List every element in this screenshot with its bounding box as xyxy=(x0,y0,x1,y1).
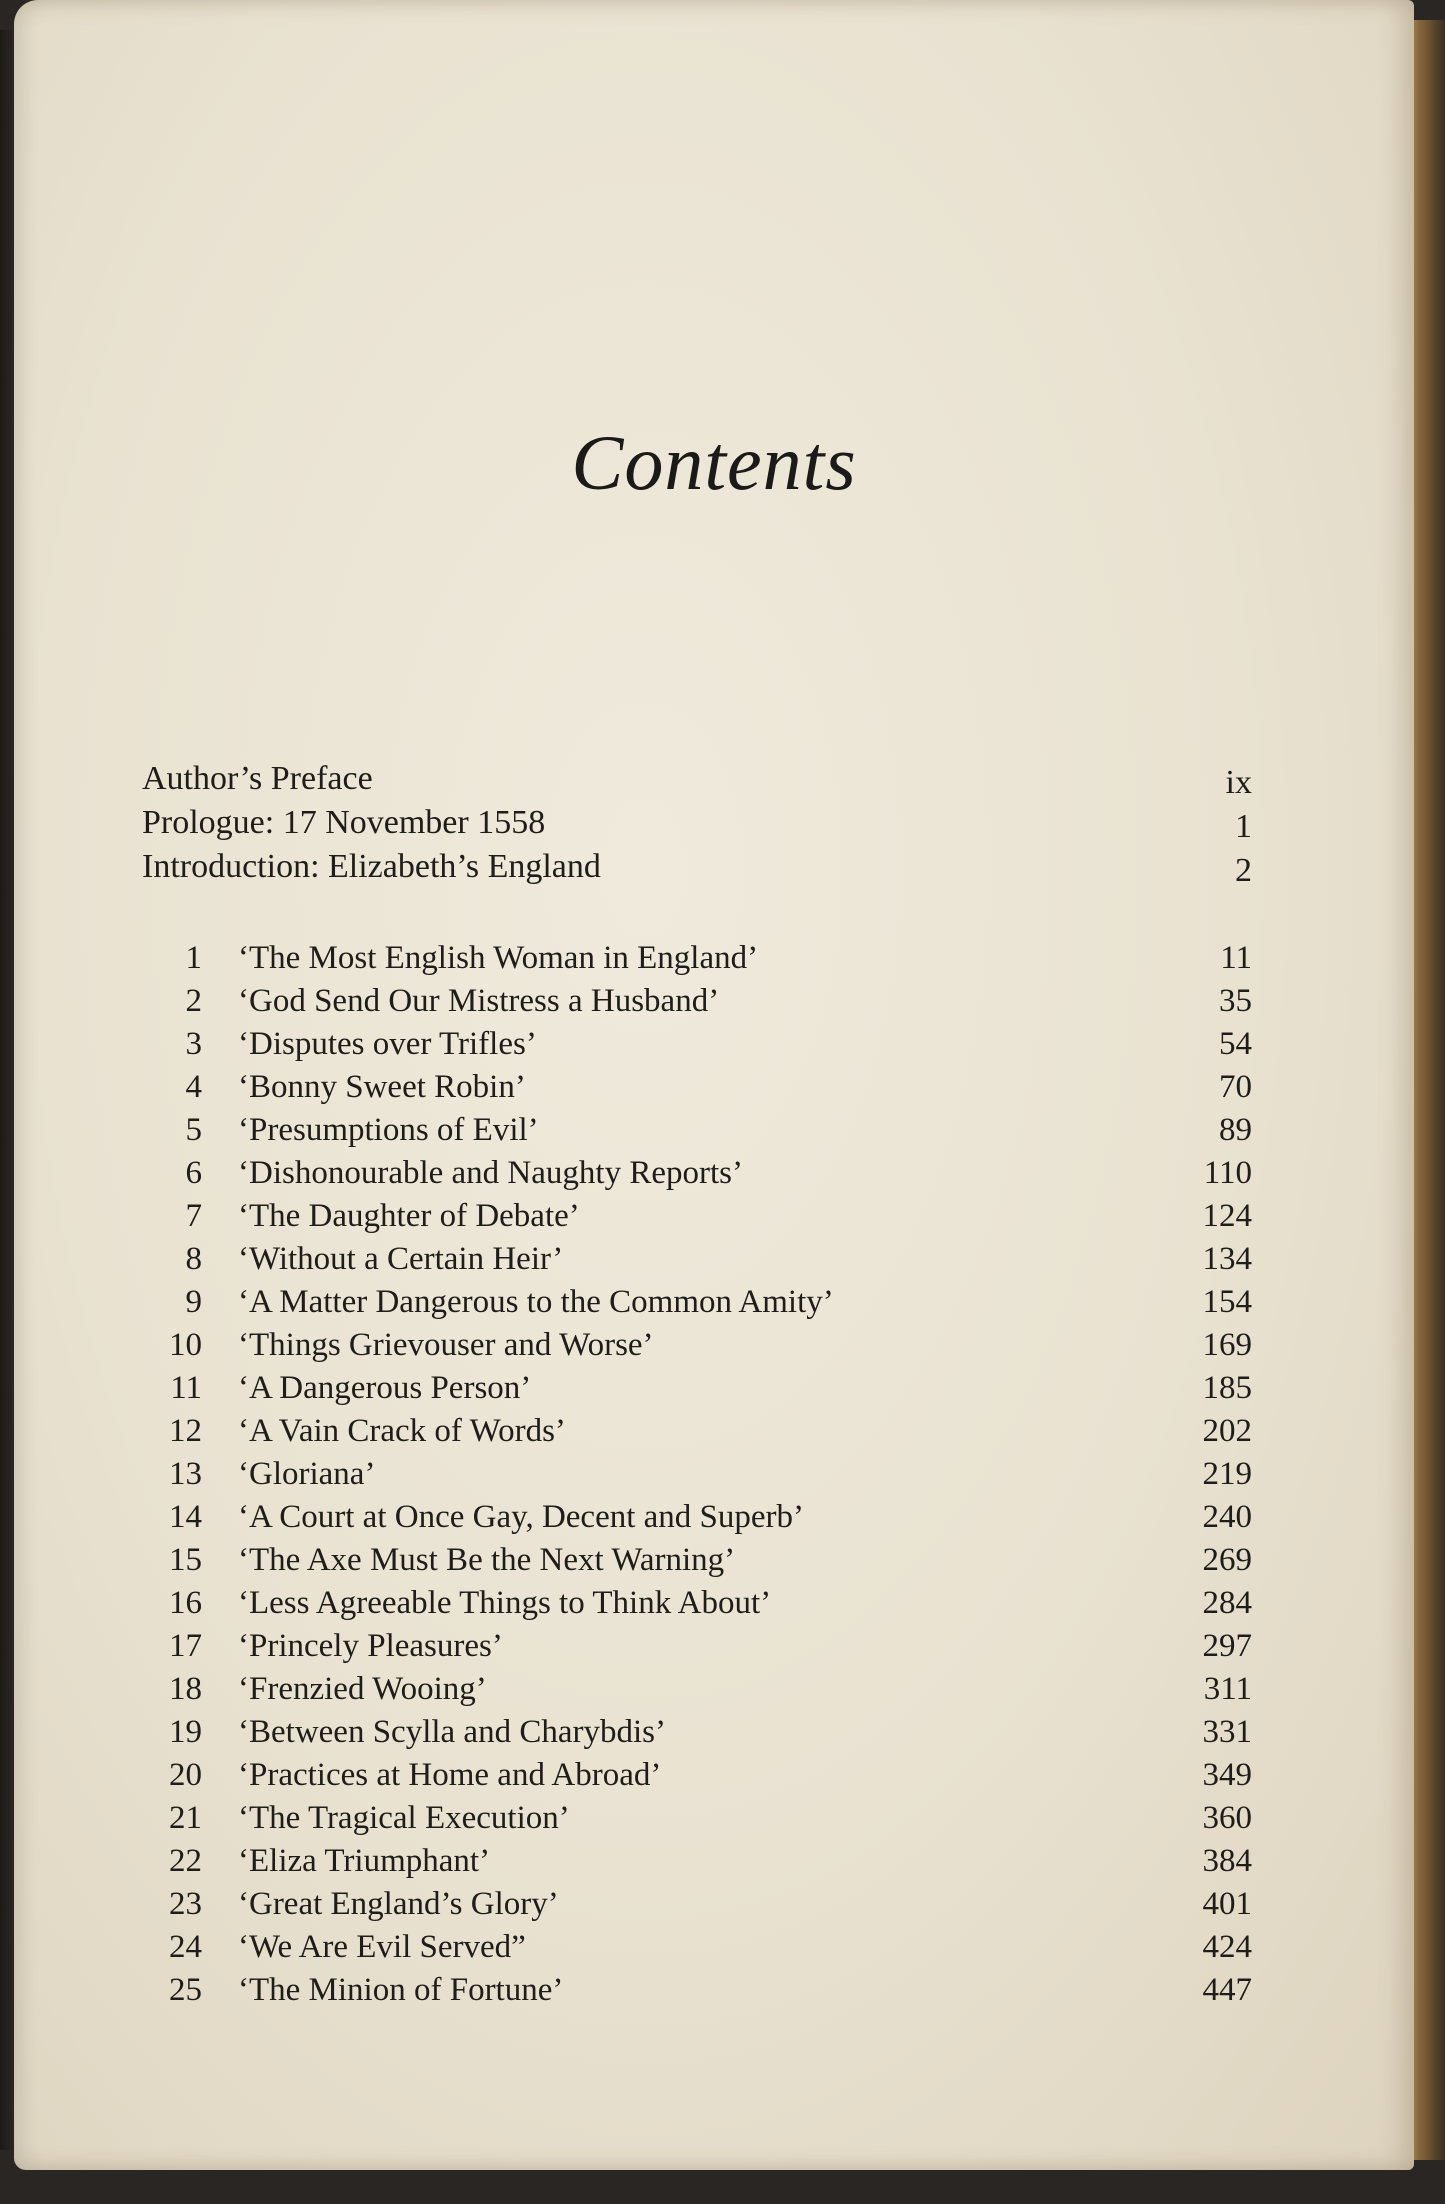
chapter-page: 269 xyxy=(1202,1542,1252,1578)
chapter-page: 110 xyxy=(1203,1155,1252,1191)
chapter-number: 9 xyxy=(185,1284,202,1320)
chapter-number: 22 xyxy=(169,1843,202,1879)
chapter-title: ‘Eliza Triumphant’ xyxy=(238,1843,491,1879)
chapter-title: ‘A Matter Dangerous to the Common Amity’ xyxy=(238,1284,834,1320)
chapter-title: ‘A Court at Once Gay, Decent and Superb’ xyxy=(238,1499,805,1535)
front-matter-label: Introduction: Elizabeth’s England xyxy=(142,848,601,885)
chapter-row xyxy=(142,1413,1252,1456)
chapter-number: 8 xyxy=(185,1241,202,1277)
front-matter-label: Prologue: 17 November 1558 xyxy=(142,804,546,841)
chapter-page: 349 xyxy=(1202,1757,1252,1793)
chapter-page: 424 xyxy=(1202,1929,1252,1965)
chapter-row xyxy=(142,1327,1252,1370)
front-matter-page: ix xyxy=(1225,764,1252,801)
chapter-number: 15 xyxy=(169,1542,202,1578)
chapter-number: 13 xyxy=(169,1456,202,1492)
front-matter-item xyxy=(142,760,1252,804)
chapter-number: 17 xyxy=(169,1628,202,1664)
chapter-number: 21 xyxy=(169,1800,202,1836)
chapter-page: 384 xyxy=(1202,1843,1252,1879)
front-matter-item xyxy=(142,804,1252,848)
front-matter-page: 1 xyxy=(1235,808,1252,845)
chapter-number: 14 xyxy=(169,1499,202,1535)
chapter-page: 124 xyxy=(1202,1198,1252,1234)
chapter-number: 19 xyxy=(169,1714,202,1750)
chapter-row xyxy=(142,983,1252,1026)
chapter-number: 1 xyxy=(185,940,202,976)
chapter-number: 4 xyxy=(185,1069,202,1105)
chapter-page: 35 xyxy=(1219,983,1252,1019)
chapter-title: ‘The Minion of Fortune’ xyxy=(238,1972,564,2008)
chapter-title: ‘The Tragical Execution’ xyxy=(238,1800,570,1836)
chapter-number: 23 xyxy=(169,1886,202,1922)
chapter-row xyxy=(142,1284,1252,1327)
chapter-row xyxy=(142,1929,1252,1972)
chapter-title: ‘Disputes over Trifles’ xyxy=(238,1026,537,1062)
chapter-row xyxy=(142,1370,1252,1413)
chapter-row xyxy=(142,1026,1252,1069)
chapter-row xyxy=(142,1972,1252,2015)
contents-page xyxy=(14,0,1414,2170)
chapter-title: ‘God Send Our Mistress a Husband’ xyxy=(238,983,720,1019)
chapter-row xyxy=(142,1241,1252,1284)
chapter-page: 311 xyxy=(1203,1671,1252,1707)
chapter-title: ‘A Dangerous Person’ xyxy=(238,1370,532,1406)
chapter-title: ‘Less Agreeable Things to Think About’ xyxy=(238,1585,772,1621)
chapter-list xyxy=(142,940,1252,2015)
chapter-page: 360 xyxy=(1202,1800,1252,1836)
chapter-row xyxy=(142,1585,1252,1628)
chapter-number: 6 xyxy=(185,1155,202,1191)
chapter-title: ‘Dishonourable and Naughty Reports’ xyxy=(238,1155,743,1191)
chapter-number: 2 xyxy=(185,983,202,1019)
chapter-page: 11 xyxy=(1220,940,1252,976)
chapter-title: ‘Great England’s Glory’ xyxy=(238,1886,559,1922)
chapter-page: 54 xyxy=(1219,1026,1252,1062)
chapter-title: ‘Gloriana’ xyxy=(238,1456,376,1492)
chapter-row xyxy=(142,1628,1252,1671)
chapter-title: ‘Frenzied Wooing’ xyxy=(238,1671,487,1707)
chapter-page: 284 xyxy=(1202,1585,1252,1621)
chapter-number: 16 xyxy=(169,1585,202,1621)
chapter-row xyxy=(142,1069,1252,1112)
chapter-page: 185 xyxy=(1202,1370,1252,1406)
chapter-row xyxy=(142,1757,1252,1800)
chapter-page: 154 xyxy=(1202,1284,1252,1320)
chapter-page: 89 xyxy=(1219,1112,1252,1148)
chapter-title: ‘Things Grievouser and Worse’ xyxy=(238,1327,654,1363)
chapter-title: ‘Presumptions of Evil’ xyxy=(238,1112,539,1148)
chapter-page: 202 xyxy=(1202,1413,1252,1449)
chapter-row xyxy=(142,1155,1252,1198)
chapter-title: ‘Without a Certain Heir’ xyxy=(238,1241,564,1277)
front-matter-page: 2 xyxy=(1235,852,1252,889)
chapter-title: ‘The Daughter of Debate’ xyxy=(238,1198,580,1234)
chapter-title: ‘We Are Evil Served” xyxy=(238,1929,526,1965)
chapter-number: 3 xyxy=(185,1026,202,1062)
chapter-number: 20 xyxy=(169,1757,202,1793)
page-title: Contents xyxy=(571,419,857,506)
chapter-page: 219 xyxy=(1202,1456,1252,1492)
chapter-title: ‘Bonny Sweet Robin’ xyxy=(238,1069,526,1105)
chapter-page: 401 xyxy=(1202,1886,1252,1922)
front-matter-item xyxy=(142,848,1252,892)
chapter-number: 10 xyxy=(169,1327,202,1363)
chapter-page: 70 xyxy=(1219,1069,1252,1105)
chapter-row xyxy=(142,1456,1252,1499)
chapter-number: 5 xyxy=(185,1112,202,1148)
chapter-title: ‘Practices at Home and Abroad’ xyxy=(238,1757,662,1793)
chapter-page: 134 xyxy=(1202,1241,1252,1277)
chapter-title: ‘Between Scylla and Charybdis’ xyxy=(238,1714,666,1750)
chapter-page: 447 xyxy=(1202,1972,1252,2008)
chapter-number: 18 xyxy=(169,1671,202,1707)
chapter-row xyxy=(142,1843,1252,1886)
chapter-row xyxy=(142,1800,1252,1843)
chapter-title: ‘Princely Pleasures’ xyxy=(238,1628,503,1664)
chapter-page: 297 xyxy=(1202,1628,1252,1664)
front-matter-label: Author’s Preface xyxy=(142,760,373,797)
chapter-row xyxy=(142,1112,1252,1155)
chapter-row xyxy=(142,1671,1252,1714)
chapter-title: ‘The Axe Must Be the Next Warning’ xyxy=(238,1542,736,1578)
chapter-title: ‘The Most English Woman in England’ xyxy=(238,940,759,976)
chapter-row xyxy=(142,1198,1252,1241)
chapter-row xyxy=(142,940,1252,983)
chapter-row xyxy=(142,1542,1252,1585)
chapter-number: 24 xyxy=(169,1929,202,1965)
chapter-number: 25 xyxy=(169,1972,202,2008)
chapter-page: 169 xyxy=(1202,1327,1252,1363)
chapter-number: 11 xyxy=(170,1370,202,1406)
chapter-row xyxy=(142,1499,1252,1542)
chapter-row xyxy=(142,1886,1252,1929)
chapter-number: 7 xyxy=(185,1198,202,1234)
chapter-title: ‘A Vain Crack of Words’ xyxy=(238,1413,566,1449)
chapter-page: 240 xyxy=(1202,1499,1252,1535)
chapter-page: 331 xyxy=(1202,1714,1252,1750)
front-matter-list xyxy=(142,760,1252,892)
chapter-row xyxy=(142,1714,1252,1757)
chapter-number: 12 xyxy=(169,1413,202,1449)
